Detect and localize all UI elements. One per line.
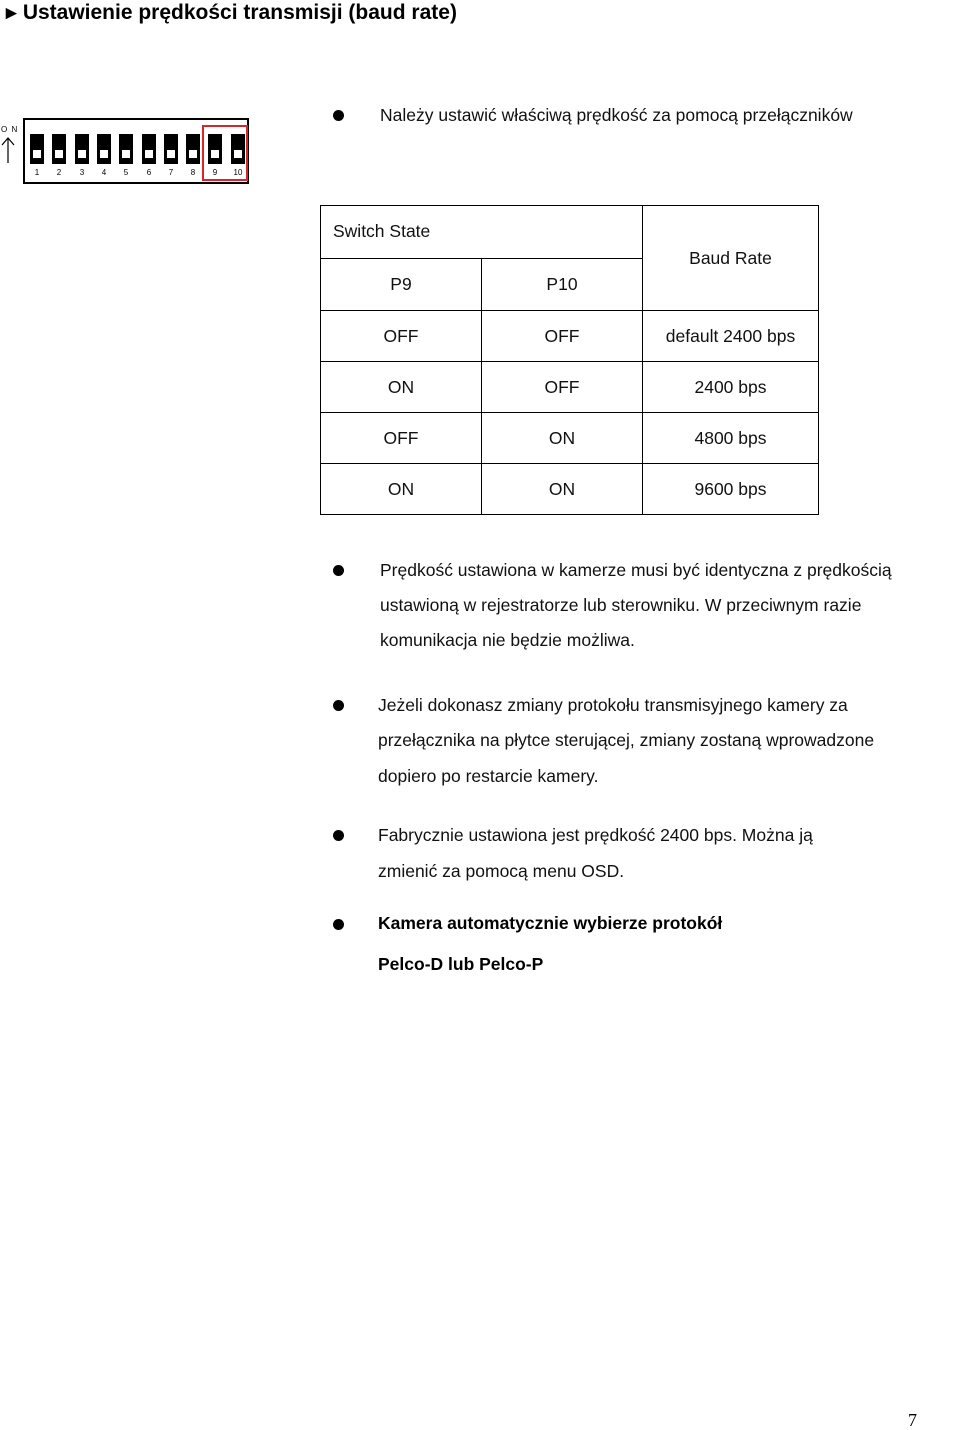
dip-switch-knob — [100, 150, 108, 158]
paragraph-protocol-change-line-2: przełącznika na płytce sterującej, zmiany zostaną wprowadzone — [378, 730, 875, 750]
switch-state-header: Switch State — [321, 206, 643, 259]
baud-rate-header: Baud Rate — [643, 206, 819, 311]
dip-switch-number: 7 — [168, 168, 174, 177]
p10-header: P10 — [482, 258, 643, 311]
dip-switch-5 — [119, 134, 133, 164]
dip-switch-3 — [75, 134, 89, 164]
dip-switch-number: 6 — [146, 168, 152, 177]
paragraph-factory-speed-line-1: Fabrycznie ustawiona jest prędkość 2400 bps. Można ją — [378, 825, 813, 845]
dip-switch-6 — [142, 134, 156, 164]
paragraph-protocol-change-line-3: dopiero po restarcie kamery. — [378, 766, 599, 786]
table-cell-p10: ON — [482, 413, 643, 464]
triangle-right-icon: ► — [2, 3, 21, 24]
paragraph-factory-speed-line-2: zmienić za pomocą menu OSD. — [378, 861, 625, 881]
dip-on-label: O N — [1, 125, 19, 134]
table-cell-rate: default 2400 bps — [643, 311, 819, 362]
dip-switch-7 — [164, 134, 178, 164]
table-cell-p10: ON — [482, 464, 643, 515]
dip-switch-knob — [55, 150, 63, 158]
bullet-dot — [333, 700, 344, 711]
dip-switch-number: 2 — [56, 168, 62, 177]
table-cell-p9: OFF — [321, 413, 482, 464]
table-cell-rate: 2400 bps — [643, 362, 819, 413]
table-row — [321, 311, 819, 362]
bullet-dot — [333, 919, 344, 930]
heading-text: Ustawienie prędkości transmisji (baud rate) — [22, 1, 457, 24]
table-cell-rate: 9600 bps — [643, 464, 819, 515]
baud-rate-table — [320, 205, 819, 515]
table-row — [321, 464, 819, 515]
bullet-dot — [333, 830, 344, 841]
table-cell-p9: ON — [321, 464, 482, 515]
table-cell-rate: 4800 bps — [643, 413, 819, 464]
paragraph-speed-match-line-2: ustawioną w rejestratorze lub sterowniku. W przeciwnym razie — [380, 595, 862, 615]
arrow-up-icon — [1, 136, 15, 164]
table-cell-p10: OFF — [482, 362, 643, 413]
dip-switch-knob — [78, 150, 86, 158]
table-row — [321, 413, 819, 464]
dip-switch-knob — [122, 150, 130, 158]
dip-switch-number: 1 — [34, 168, 40, 177]
bullet-dot — [333, 565, 344, 576]
dip-switch-knob — [145, 150, 153, 158]
dip-switch-1 — [30, 134, 44, 164]
dip-switch-2 — [52, 134, 66, 164]
table-cell-p9: ON — [321, 362, 482, 413]
dip-switch-number: 8 — [190, 168, 196, 177]
table-header-row — [321, 206, 819, 259]
dip-switch-number: 5 — [123, 168, 129, 177]
paragraph-auto-protocol-line-2: Pelco-D lub Pelco-P — [378, 954, 544, 974]
dip-switch-8 — [186, 134, 200, 164]
dip-switch-4 — [97, 134, 111, 164]
dip-switch-number: 3 — [79, 168, 85, 177]
table-cell-p10: OFF — [482, 311, 643, 362]
dip-switch-number: 9 — [212, 168, 218, 177]
dip-switch-knob — [189, 150, 197, 158]
paragraph-protocol-change-line-1: Jeżeli dokonasz zmiany protokołu transmisyjnego kamery za — [378, 695, 848, 715]
intro-text: Należy ustawić właściwą prędkość za pomocą przełączników — [380, 105, 853, 125]
dip-highlight-p9-p10 — [202, 125, 248, 181]
dip-switch-knob — [33, 150, 41, 158]
paragraph-speed-match-line-1: Prędkość ustawiona w kamerze musi być identyczna z prędkością — [380, 560, 892, 580]
page-number: 7 — [908, 1410, 917, 1430]
table-cell-p9: OFF — [321, 311, 482, 362]
dip-switch-number: 4 — [101, 168, 107, 177]
section-heading — [2, 0, 457, 27]
p9-header: P9 — [321, 258, 482, 311]
table-row — [321, 362, 819, 413]
paragraph-speed-match-line-3: komunikacja nie będzie możliwa. — [380, 630, 635, 650]
bullet-dot — [333, 110, 344, 121]
dip-switch-knob — [167, 150, 175, 158]
paragraph-auto-protocol-line-1: Kamera automatycznie wybierze protokół — [378, 913, 723, 933]
dip-switch-number: 10 — [233, 168, 243, 177]
